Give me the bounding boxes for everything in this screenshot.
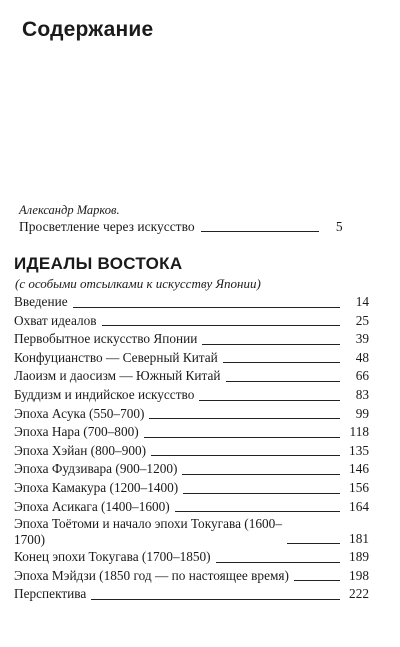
toc-page-number: 181 [349,530,369,546]
toc-list [14,293,369,604]
toc-label: Эпоха Камакура (1200–1400) [14,479,179,495]
toc-label: Эпоха Асикага (1400–1600) [14,498,170,514]
dot-leader [144,437,340,438]
dot-leader [102,325,340,326]
dot-leader [201,231,319,232]
dot-leader [183,493,340,494]
dot-leader [151,455,340,456]
toc-row [14,367,369,386]
toc-page-number: 118 [349,424,369,440]
toc-label: Эпоха Мэйдзи (1850 год — по настоящее время) [14,567,289,583]
toc-page-number: 222 [349,586,369,602]
toc-row [14,405,369,424]
page-title: Содержание [22,18,154,41]
toc-page-number: 156 [349,479,369,495]
toc-row [14,567,369,586]
dot-leader [182,474,340,475]
toc-page-number: 83 [355,386,369,402]
dot-leader [73,307,340,308]
preface-entry [19,202,354,236]
dot-leader [199,400,340,401]
toc-row [14,585,369,604]
toc-page-number: 25 [355,312,369,328]
dot-leader [202,344,340,345]
toc-label: Конфуцианство — Северный Китай [14,349,218,365]
toc-row [14,498,369,517]
toc-row [14,349,369,368]
toc-label: Первобытное искусство Японии [14,331,198,347]
toc-label: Эпоха Фудзивара (900–1200) [14,461,178,477]
toc-label: Эпоха Хэйан (800–900) [14,442,147,458]
dot-leader [223,362,340,363]
toc-row [14,423,369,442]
preface-page-number: 5 [335,219,343,234]
toc-label: Охват идеалов [14,312,97,328]
toc-page-number: 135 [349,442,369,458]
toc-page-number: 146 [349,461,369,477]
toc-label: Перспектива [14,586,87,602]
toc-page-number: 48 [355,349,369,365]
toc-label: Лаоизм и даосизм — Южный Китай [14,368,221,384]
toc-page-number: 14 [355,294,369,309]
section-subtitle: (с особыми отсылками к искусству Японии) [15,276,261,291]
dot-leader [216,562,340,563]
toc-row [14,460,369,479]
toc-row [14,293,369,312]
dot-leader [91,599,340,600]
toc-page-number: 198 [349,567,369,583]
toc-label: Буддизм и индийское искусство [14,386,195,402]
toc-page-number: 66 [355,368,369,384]
toc-page-number: 189 [349,549,369,565]
toc-label: Конец эпохи Токугава (1700–1850) [14,549,211,565]
toc-row [14,516,369,548]
preface-label: Просветление через искусство [19,219,195,234]
toc-row [14,479,369,498]
dot-leader [294,580,340,581]
toc-row [14,330,369,349]
toc-label: Эпоха Нара (700–800) [14,424,139,440]
toc-label: Эпоха Тоётоми и начало эпохи Токугава (1600–1700) [14,516,282,548]
dot-leader [149,418,340,419]
toc-label: Введение [14,294,68,309]
preface-author: Александр Марков. [19,203,120,217]
toc-page-number: 164 [349,498,369,514]
preface-row [19,218,354,236]
toc-page-number: 39 [355,331,369,347]
dot-leader [287,543,340,544]
toc-row [14,312,369,331]
toc-label: Эпоха Асука (550–700) [14,405,145,421]
section-title: ИДЕАЛЫ ВОСТОКА [14,254,183,273]
toc-page-number: 99 [355,405,369,421]
toc-row [14,386,369,405]
dot-leader [226,381,341,382]
toc-row [14,548,369,567]
toc-row [14,442,369,461]
dot-leader [175,511,340,512]
